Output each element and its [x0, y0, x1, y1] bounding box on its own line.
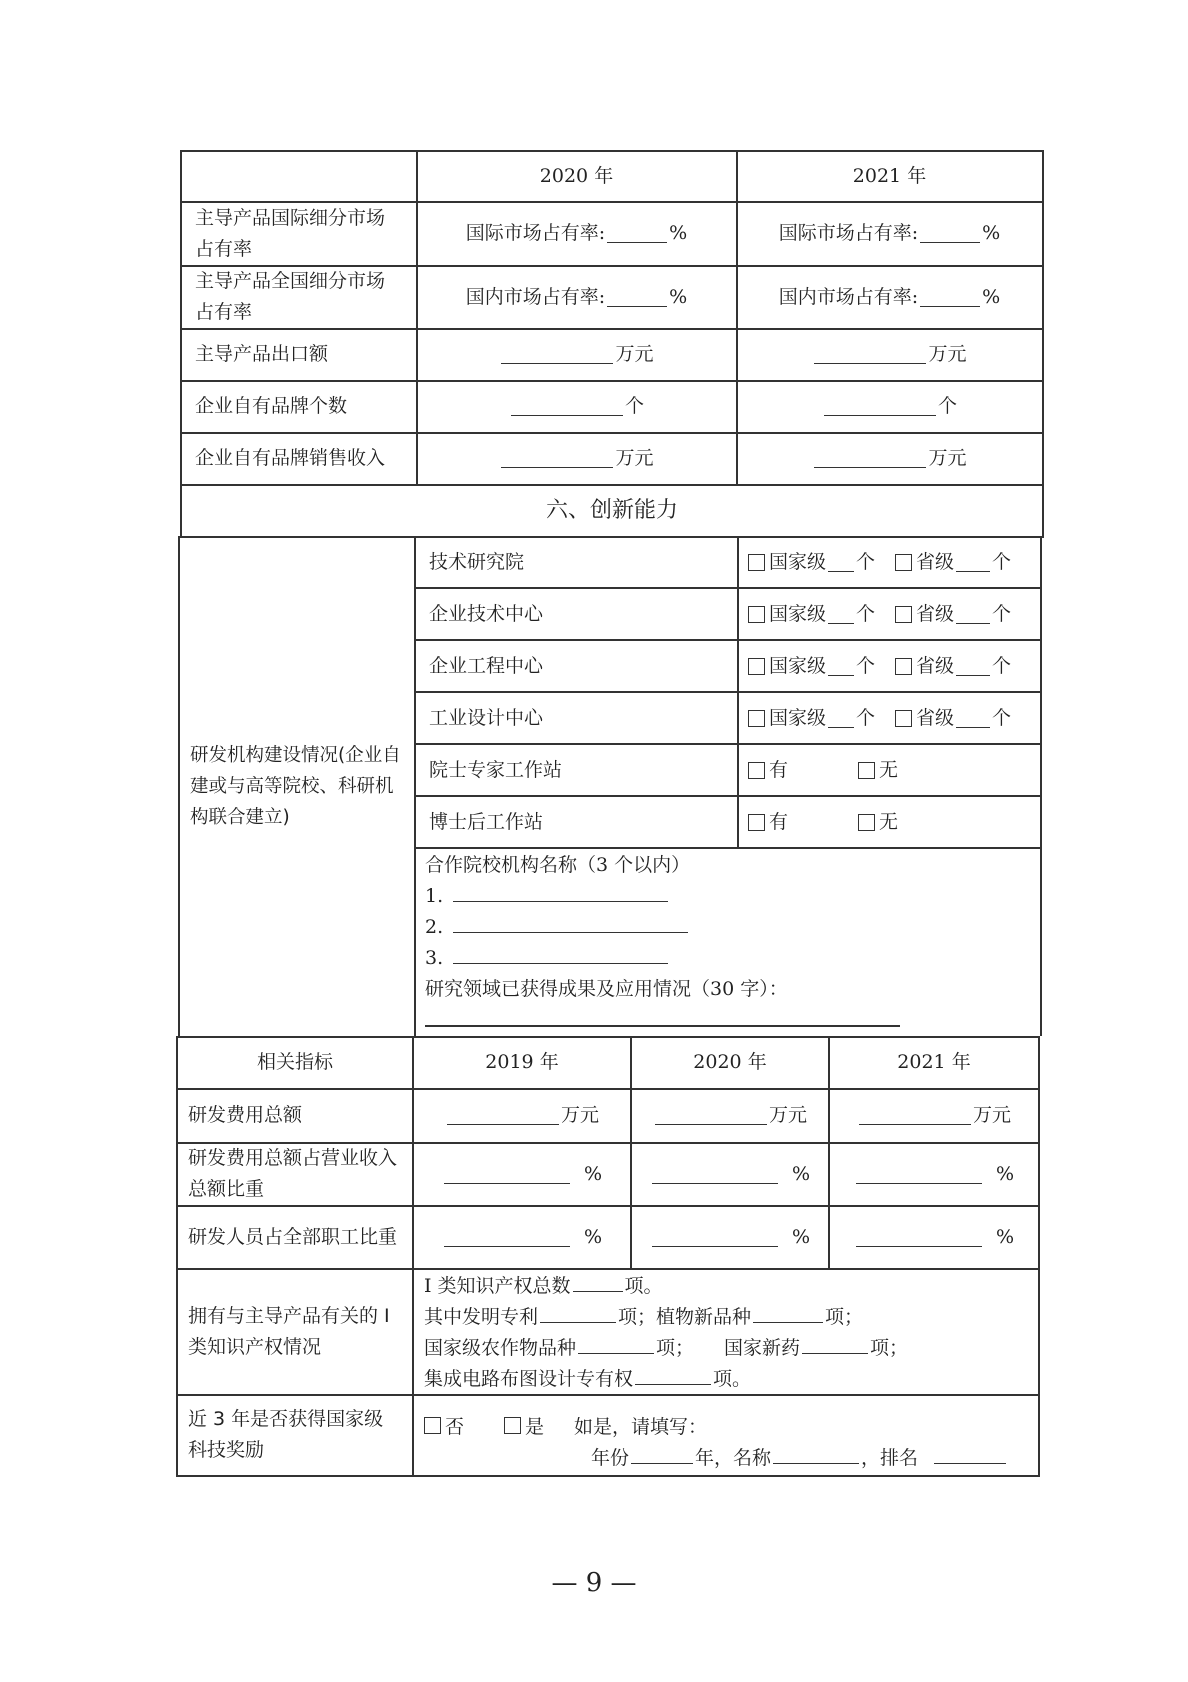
ip-text: 项。 [713, 1368, 752, 1390]
year-header: 2020 年 [693, 1051, 767, 1073]
count-cell[interactable] [737, 381, 1042, 432]
ip-line-4[interactable] [424, 1364, 751, 1395]
ip-text: I 类知识产权总数 [424, 1275, 571, 1297]
station-name: 博士后工作站 [429, 810, 544, 833]
ip-line-1[interactable] [424, 1271, 663, 1302]
checkbox[interactable] [895, 606, 912, 623]
fill-blank[interactable] [444, 1228, 570, 1247]
unit: % [982, 222, 1001, 244]
amount-cell[interactable] [417, 433, 736, 484]
unit: % [791, 1225, 811, 1248]
coop-item[interactable] [425, 943, 670, 974]
year-header: 2019 年 [485, 1051, 559, 1073]
checkbox[interactable] [748, 658, 765, 675]
award-text: 年份 [591, 1447, 630, 1469]
fill-blank[interactable] [814, 345, 926, 364]
fill-blank[interactable] [453, 914, 688, 933]
option-label: 省级 [916, 654, 955, 677]
unit: 个 [992, 706, 1012, 729]
unit: 万元 [972, 1104, 1011, 1126]
award-text: ，排名 [861, 1447, 919, 1469]
station-options[interactable] [738, 745, 1040, 795]
institute-options[interactable] [738, 589, 1040, 639]
checkbox[interactable] [748, 710, 765, 727]
count-cell[interactable] [417, 381, 736, 432]
indicator-cell[interactable] [632, 1206, 828, 1268]
option-label: 无 [879, 758, 899, 781]
fill-blank[interactable] [607, 288, 667, 307]
unit: 万元 [560, 1104, 599, 1126]
station-name: 院士专家工作站 [429, 758, 563, 781]
fill-blank[interactable] [956, 553, 990, 572]
fill-blank[interactable] [652, 1228, 778, 1247]
institute-options[interactable] [738, 693, 1040, 743]
fill-blank[interactable] [828, 657, 854, 676]
page-number: — 9 — [551, 1568, 637, 1598]
unit: 个 [992, 654, 1012, 677]
ip-text: 项； [825, 1306, 864, 1328]
field-label: 国内市场占有率: [778, 285, 919, 308]
fill-blank[interactable] [607, 224, 667, 243]
market-cell[interactable] [417, 202, 736, 265]
fill-blank[interactable] [956, 657, 990, 676]
amount-cell[interactable] [737, 329, 1042, 380]
checkbox[interactable] [858, 762, 875, 779]
unit: 个 [856, 654, 876, 677]
ip-line-2[interactable] [424, 1302, 863, 1333]
option-label: 省级 [916, 602, 955, 625]
fill-blank[interactable] [453, 883, 668, 902]
row-label: 主导产品国际细分市场占有率 [195, 206, 386, 260]
unit: % [583, 1162, 603, 1185]
unit: 万元 [928, 447, 967, 469]
fill-blank[interactable] [856, 1228, 982, 1247]
option-label: 无 [879, 810, 899, 833]
indicator-label: 研发费用总额 [188, 1104, 303, 1126]
fill-blank[interactable] [655, 1106, 767, 1125]
unit: % [791, 1162, 811, 1185]
unit: 万元 [928, 343, 967, 365]
unit: % [995, 1162, 1015, 1185]
field-label: 国内市场占有率: [465, 285, 606, 308]
amount-cell[interactable] [737, 433, 1042, 484]
unit: 万元 [615, 343, 654, 365]
unit: 个 [937, 395, 957, 417]
fill-blank[interactable] [511, 397, 623, 416]
amount-cell[interactable] [417, 329, 736, 380]
unit: 万元 [768, 1104, 807, 1126]
market-cell[interactable] [737, 202, 1042, 265]
fill-blank[interactable] [956, 709, 990, 728]
institute-name: 企业技术中心 [429, 602, 544, 625]
ip-text: 国家级农作物品种 [424, 1337, 577, 1359]
unit: % [995, 1225, 1015, 1248]
ip-line-3[interactable] [424, 1333, 908, 1364]
fill-blank[interactable] [934, 1445, 1006, 1464]
field-label: 国际市场占有率: [778, 222, 919, 244]
item-number: 2. [425, 916, 444, 938]
rd-right-border [1040, 536, 1042, 1036]
ind-border-bottom [176, 1475, 1040, 1477]
indicator-label: 研发人员占全部职工比重 [188, 1225, 398, 1248]
award-text: 年，名称 [695, 1447, 772, 1469]
option-label: 有 [769, 810, 789, 833]
fill-blank[interactable] [828, 709, 854, 728]
unit: % [583, 1225, 603, 1248]
coop-title: 合作院校机构名称（3 个以内） [425, 854, 691, 876]
award-text: 如是，请填写： [574, 1416, 708, 1438]
ip-text: 项；植物新品种 [618, 1306, 752, 1328]
unit: 个 [992, 550, 1012, 573]
rd-label: 研发机构建设情况(企业自建或与高等院校、科研机构联合建立) [190, 744, 401, 828]
item-number: 3. [425, 947, 444, 969]
unit: % [982, 285, 1001, 308]
station-options[interactable] [738, 797, 1040, 847]
year-header-2020: 2020 年 [539, 165, 614, 187]
rd-hline [414, 847, 1042, 849]
fill-blank[interactable] [573, 1273, 623, 1292]
award-line-1[interactable] [424, 1412, 707, 1443]
fill-blank[interactable] [540, 1304, 616, 1323]
option-label: 有 [769, 758, 789, 781]
fill-blank[interactable] [444, 1165, 570, 1184]
ip-text: 项； [870, 1337, 909, 1359]
fill-blank[interactable] [828, 605, 854, 624]
fill-blank[interactable] [578, 1335, 654, 1354]
institute-name: 企业工程中心 [429, 654, 544, 677]
indicator-cell[interactable] [414, 1089, 630, 1142]
ind-border-right [1038, 1036, 1040, 1477]
fill-blank[interactable] [447, 1106, 559, 1125]
award-line-2[interactable] [591, 1443, 1008, 1474]
indicator-cell[interactable] [414, 1143, 630, 1205]
ip-text: 项。 [624, 1275, 663, 1297]
unit: 个 [624, 395, 644, 417]
row-label: 企业自有品牌销售收入 [195, 447, 386, 469]
option-label: 是 [525, 1416, 545, 1438]
indicator-cell[interactable] [830, 1143, 1038, 1205]
year-header: 2021 年 [897, 1051, 971, 1073]
checkbox[interactable] [504, 1417, 521, 1434]
research-fill-line[interactable] [425, 1025, 900, 1027]
option-label: 国家级 [769, 602, 827, 625]
row-label: 主导产品全国细分市场占有率 [195, 270, 386, 323]
checkbox[interactable] [895, 710, 912, 727]
ip-text: 集成电路布图设计专有权 [424, 1368, 634, 1390]
checkbox[interactable] [895, 554, 912, 571]
institute-options[interactable] [738, 641, 1040, 691]
unit: % [669, 222, 688, 244]
unit: % [669, 285, 688, 308]
fill-blank[interactable] [501, 345, 613, 364]
indicator-label: 研发费用总额占营业收入总额比重 [188, 1147, 398, 1200]
fill-blank[interactable] [802, 1335, 868, 1354]
fill-blank[interactable] [453, 945, 668, 964]
option-label: 省级 [916, 550, 955, 573]
institute-name: 技术研究院 [429, 550, 525, 573]
option-label: 否 [445, 1416, 465, 1438]
fill-blank[interactable] [956, 605, 990, 624]
indicators-header: 相关指标 [256, 1051, 333, 1073]
item-number: 1. [425, 885, 444, 907]
checkbox[interactable] [895, 658, 912, 675]
option-label: 国家级 [769, 654, 827, 677]
fill-blank[interactable] [501, 449, 613, 468]
checkbox[interactable] [424, 1417, 441, 1434]
ip-text: 国家新药 [724, 1337, 801, 1359]
ip-text: 其中发明专利 [424, 1306, 539, 1328]
coop-item[interactable] [425, 881, 670, 912]
table1-border-right [1042, 150, 1044, 536]
section-title: 六、创新能力 [545, 498, 678, 523]
coop-item[interactable] [425, 912, 690, 943]
checkbox[interactable] [748, 762, 765, 779]
checkbox[interactable] [748, 554, 765, 571]
fill-blank[interactable] [859, 1106, 971, 1125]
market-cell[interactable] [737, 266, 1042, 328]
institute-options[interactable] [738, 537, 1040, 587]
unit: 万元 [615, 447, 654, 469]
ip-label: 拥有与主导产品有关的 I 类知识产权情况 [188, 1304, 390, 1358]
fill-blank[interactable] [814, 449, 926, 468]
award-label: 近 3 年是否获得国家级科技奖励 [188, 1408, 384, 1461]
market-cell[interactable] [417, 266, 736, 328]
research-label: 研究领域已获得成果及应用情况（30 字）： [425, 978, 788, 1000]
checkbox[interactable] [748, 814, 765, 831]
fill-blank[interactable] [920, 288, 980, 307]
indicator-cell[interactable] [414, 1206, 630, 1268]
row-label: 主导产品出口额 [195, 343, 329, 365]
fill-blank[interactable] [753, 1304, 823, 1323]
institute-name: 工业设计中心 [429, 706, 544, 729]
checkbox[interactable] [858, 814, 875, 831]
option-label: 国家级 [769, 550, 827, 573]
indicator-cell[interactable] [632, 1089, 828, 1142]
checkbox[interactable] [748, 606, 765, 623]
unit: 个 [856, 706, 876, 729]
option-label: 国家级 [769, 706, 827, 729]
unit: 个 [856, 550, 876, 573]
fill-blank[interactable] [824, 397, 936, 416]
option-label: 省级 [916, 706, 955, 729]
unit: 个 [992, 602, 1012, 625]
unit: 个 [856, 602, 876, 625]
indicator-cell[interactable] [830, 1206, 1038, 1268]
year-header-2021: 2021 年 [852, 165, 927, 187]
fill-blank[interactable] [856, 1165, 982, 1184]
indicator-cell[interactable] [830, 1089, 1038, 1142]
row-label: 企业自有品牌个数 [195, 395, 348, 417]
field-label: 国际市场占有率: [465, 222, 606, 244]
fill-blank[interactable] [828, 553, 854, 572]
fill-blank[interactable] [652, 1165, 778, 1184]
ip-text: 项； [656, 1337, 695, 1359]
indicator-cell[interactable] [632, 1143, 828, 1205]
fill-blank[interactable] [773, 1445, 859, 1464]
fill-blank[interactable] [635, 1366, 711, 1385]
fill-blank[interactable] [920, 224, 980, 243]
fill-blank[interactable] [631, 1445, 693, 1464]
